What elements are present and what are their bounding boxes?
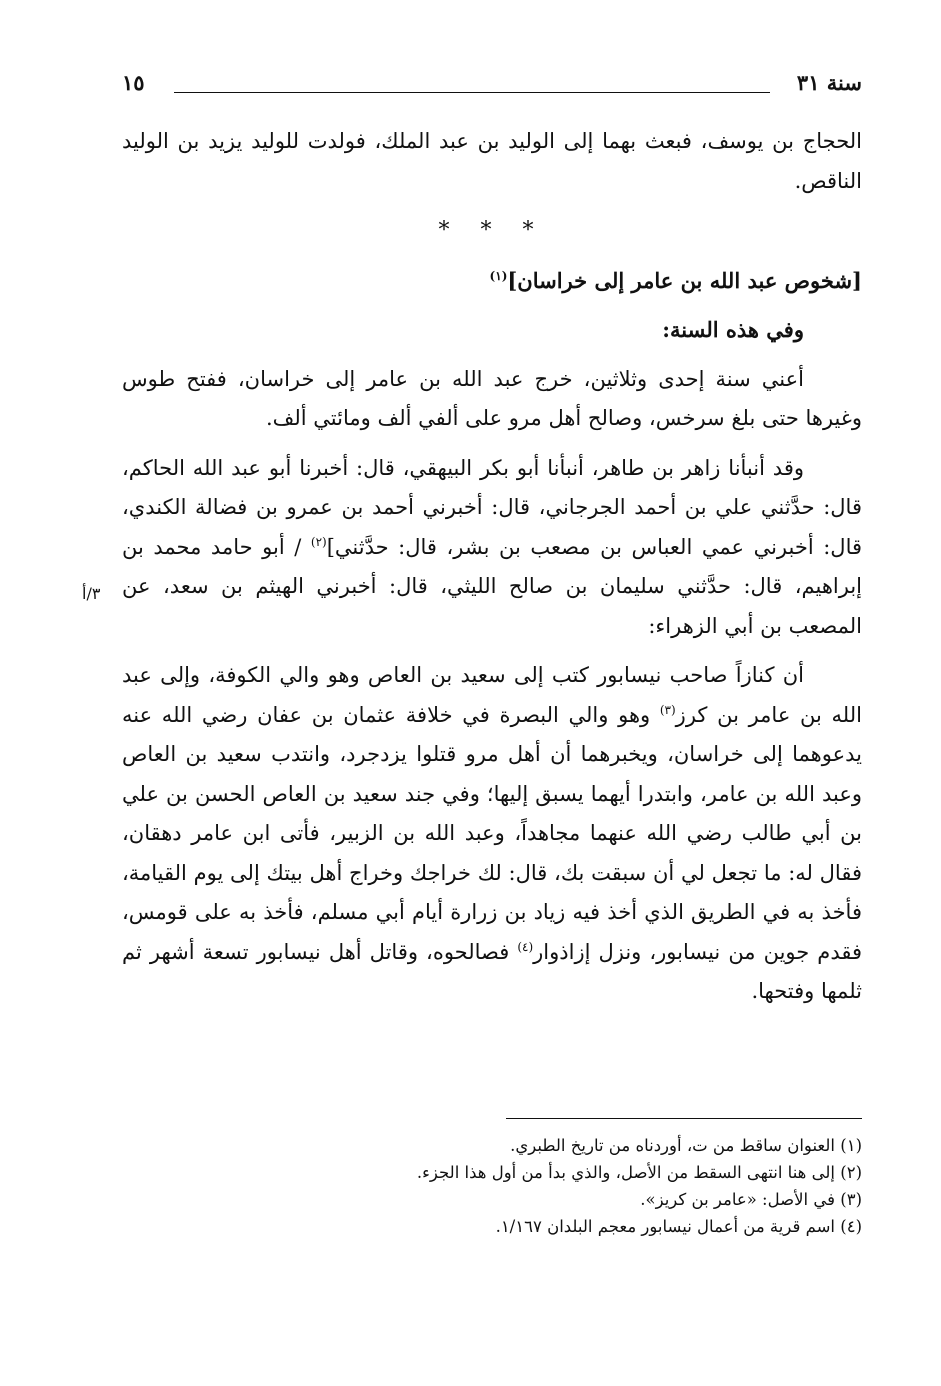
- year-subheading: وفي هذه السنة:: [662, 317, 804, 342]
- running-title: سنة ٣١: [796, 70, 862, 95]
- paragraph-narrative: [122, 656, 862, 1012]
- paragraph-continuation: الحجاج بن يوسف، فبعث بهما إلى الوليد بن عبد الملك، فولدت للوليد يزيد بن الوليد الناقص.: [122, 129, 862, 193]
- section-heading: [122, 261, 862, 301]
- header-rule: [174, 92, 770, 93]
- isnad-text-a: وقد أنبأنا زاهر بن طاهر، أنبأنا أبو بكر البيهقي، قال: أخبرنا أبو عبد الله الحاكم، قال: حدَّثني علي بن أحمد الجرجاني، قال: أخبرني أحمد بن عمرو بن فضالة الكندي، قال: أخبرني عمي العباس بن مصعب بن بشر، قال: حدَّثني]: [122, 455, 863, 559]
- page-header: [122, 66, 862, 106]
- footnote-2: (٢) إلى هنا انتهى السقط من الأصل، والذي بدأ من أول هذا الجزء.: [416, 1163, 862, 1182]
- paragraph-conquest: أعني سنة إحدى وثلاثين، خرج عبد الله بن عامر إلى خراسان، ففتح طوس وغيرها حتى بلغ سرخس، وصالح أهل مرو على ألفي ألف ومائتي ألف.: [122, 366, 862, 430]
- section-heading-text: [شخوص عبد الله بن عامر إلى خراسان]: [507, 267, 862, 293]
- footnote-4: (٤) اسم قرية من أعمال نيسابور معجم البلدان ١/١٦٧.: [495, 1217, 862, 1236]
- manuscript-folio-marker: ٣/أ: [82, 584, 101, 603]
- section-separator: * * *: [438, 218, 546, 243]
- footnote-ref-3[interactable]: (٣): [659, 702, 676, 717]
- footnote-3: (٣) في الأصل: «عامر بن كريز».: [640, 1190, 862, 1209]
- main-text: [122, 122, 862, 1022]
- narrative-text-c: فصالحوه، وقاتل أهل نيسابور تسعة أشهر ثم ثلمها وفتحها.: [122, 939, 862, 1003]
- paragraph-isnad: [122, 449, 862, 647]
- isnad-text-b: / أبو حامد محمد بن إبراهيم، قال: حدَّثني سليمان بن صالح الليثي، قال: أخبرني الهيثم بن سعد، عن المصعب بن أبي الزهراء:: [122, 534, 862, 638]
- footnote-ref-2[interactable]: (٢): [310, 534, 327, 549]
- footnotes: [122, 1132, 862, 1240]
- footnote-ref-1[interactable]: (١): [489, 268, 508, 283]
- footnote-1: (١) العنوان ساقط من ت، أوردناه من تاريخ الطبري.: [510, 1136, 862, 1155]
- narrative-text-a: أن كنازاً صاحب نيسابور كتب إلى سعيد بن العاص وهو والي الكوفة، وإلى عبد الله بن عامر بن كرز: [122, 663, 862, 727]
- narrative-text-b: وهو والي البصرة في خلافة عثمان بن عفان رضي الله عنه يدعوهما إلى خراسان، ويخبرهما أن أهل مرو قتلوا يزدجرد، وانتدب سعيد بن العاص وعبد الله بن عامر، وابتدرا أيهما يسبق إليها؛ وفي جند سعيد بن العاص الحسن بن علي بن أبي طالب رضي الله عنهما مجاهداً، وعبد الله بن الزبير، فأتى ابن عامر دهقان، فقال له: ما تجعل لي أن سبقت بك، قال: لك خراجك وخراج أهل بيتك إلى يوم القيامة، فأخذ به في الطريق الذي أخذ فيه زياد بن زرارة أيام أبي مسلم، فأخذ به على قومس، فقدم جوين من نيسابور، ونزل إزاذوار: [122, 702, 862, 964]
- footnote-ref-4[interactable]: (٤): [517, 939, 534, 954]
- footnote-rule: [506, 1118, 862, 1119]
- page-number: ١٥: [122, 70, 145, 95]
